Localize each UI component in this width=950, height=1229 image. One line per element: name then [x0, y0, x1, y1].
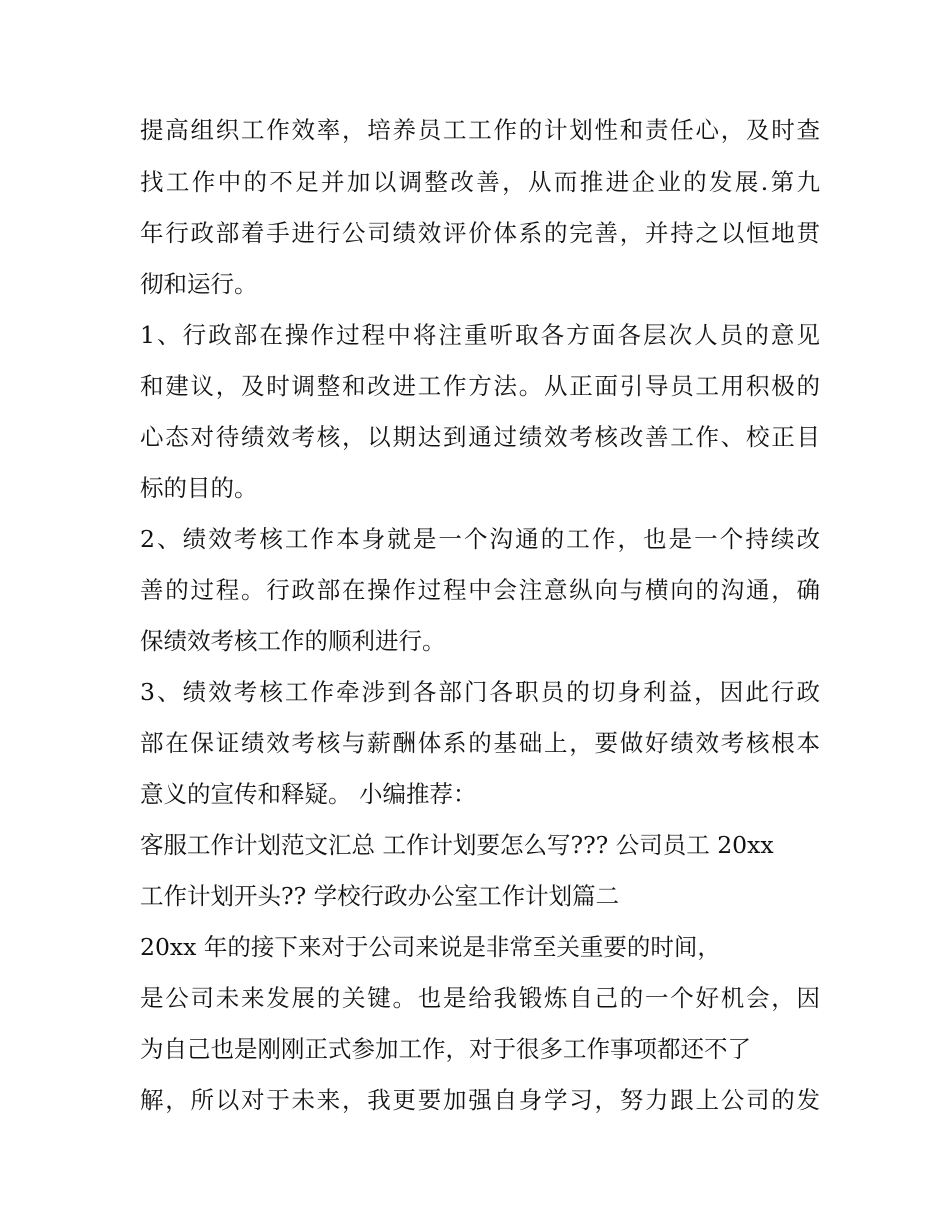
text-line: 找工作中的不足并加以调整改善，从而推进企业的发展.第九	[140, 168, 820, 196]
text-line: 为自己也是刚刚正式参加工作，对于很多工作事项都还不了	[140, 1035, 751, 1063]
text-line: 提高组织工作效率，培养员工工作的计划性和责任心，及时查	[140, 116, 820, 144]
text-line: 保绩效考核工作的顺利进行。	[140, 627, 446, 655]
text-line: 年行政部着手进行公司绩效评价体系的完善，并持之以恒地贯	[140, 219, 820, 247]
text-line: 和建议，及时调整和改进工作方法。从正面引导员工用积极的	[140, 372, 820, 400]
text-line: 心态对待绩效考核，以期达到通过绩效考核改善工作、校正目	[140, 423, 820, 451]
text-line: 是公司未来发展的关键。也是给我锻炼自己的一个好机会，因	[140, 984, 820, 1012]
text-line: 彻和运行。	[140, 270, 258, 298]
text-line: 解，所以对于未来，我更要加强自身学习，努力跟上公司的发	[140, 1086, 820, 1114]
text-line: 意义的宣传和释疑。 小编推荐：	[140, 780, 477, 808]
text-line: 20xx 年的接下来对于公司来说是非常至关重要的时间，	[140, 933, 721, 961]
text-line: 善的过程。行政部在操作过程中会注意纵向与横向的沟通，确	[140, 576, 820, 604]
text-line: 标的目的。	[140, 474, 258, 502]
text-line: 客服工作计划范文汇总 工作计划要怎么写??? 公司员工 20xx	[140, 831, 774, 859]
text-line: 2、绩效考核工作本身就是一个沟通的工作，也是一个持续改	[140, 525, 820, 553]
text-line: 1、行政部在操作过程中将注重听取各方面各层次人员的意见	[140, 321, 820, 349]
text-line: 工作计划开头?? 学校行政办公室工作计划篇二	[140, 882, 620, 910]
text-line: 部在保证绩效考核与薪酬体系的基础上，要做好绩效考核根本	[140, 729, 820, 757]
text-line: 3、绩效考核工作牵涉到各部门各职员的切身利益，因此行政	[140, 678, 820, 706]
